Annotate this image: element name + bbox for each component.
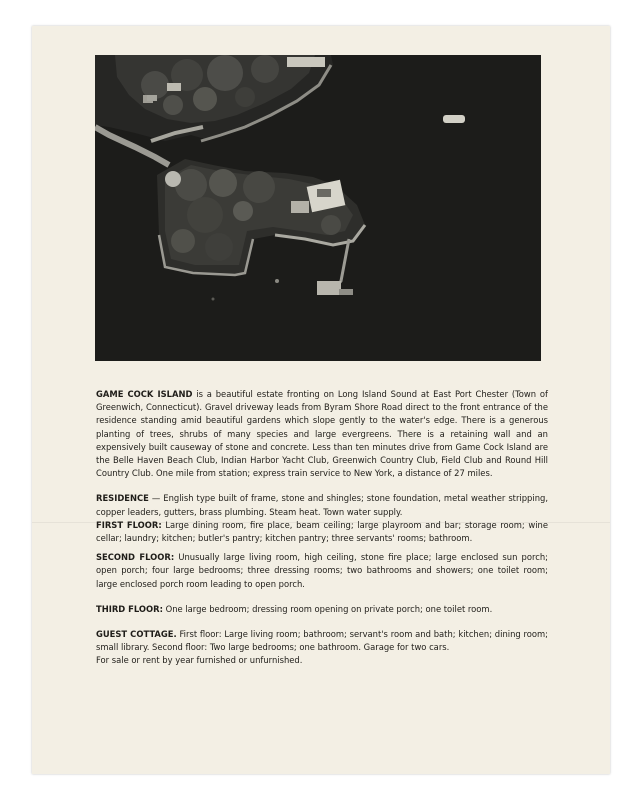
residence-heading: RESIDENCE	[96, 493, 149, 504]
second-floor-paragraph	[96, 551, 548, 591]
description-text	[96, 388, 548, 668]
guest-cottage-heading: GUEST COTTAGE.	[96, 629, 177, 640]
closing-line: For sale or rent by year furnished or unfurnished.	[96, 655, 303, 666]
second-floor-heading: SECOND FLOOR:	[96, 552, 175, 563]
estate-name: GAME COCK ISLAND	[96, 389, 193, 399]
third-floor-text: One large bedroom; dressing room opening on private porch; one toilet room.	[162, 603, 493, 614]
guest-cottage-paragraph	[96, 628, 548, 654]
aerial-photo-illustration	[95, 55, 541, 361]
third-floor-heading: THIRD FLOOR:	[96, 603, 163, 614]
third-floor-paragraph	[96, 603, 548, 616]
first-floor-paragraph	[96, 519, 548, 545]
first-floor-heading: FIRST FLOOR:	[96, 519, 162, 530]
intro-text: is a beautiful estate fronting on Long Island Sound at East Port Chester (Town of Greenwich, Connecticut). Gravel driveway leads from Byram Shore Road direct to the front entrance of the residence standing amid beautiful gardens which slope gently to the water's edge. There is a generous planting of trees, shrubs of many species and large evergreens. There is a retaining wall and an expensively built causeway of stone and concrete. Less than ten minutes drive from Game Cock Island are the Belle Haven Beach Club, Indian Harbor Yacht Club, Greenwich Country Club, Field Club and Round Hill Country Club. One mile from station; express train service to New York, a distance of 27 miles.	[96, 389, 548, 479]
residence-paragraph	[96, 492, 548, 518]
first-floor-text: Large dining room, fire place, beam ceiling; large playroom and bar; storage room; wine cellar; laundry; kitchen; butler's pantry; kitchen pantry; three servants' rooms; bathroom.	[96, 519, 548, 544]
residence-text: — English type built of frame, stone and shingles; stone foundation, metal weather stripping, copper leaders, gutters, brass plumbing. Steam heat. Town water supply.	[96, 493, 548, 517]
guest-cottage-text: First floor: Large living room; bathroom; servant's room and bath; kitchen; dining room; small library. Second floor: Two large bedrooms; one bathroom. Garage for two cars.	[96, 629, 548, 653]
aerial-photo	[95, 55, 541, 361]
second-floor-text: Unusually large living room, high ceiling, stone fire place; large enclosed sun porch; open porch; four large bedrooms; three dressing rooms; two bathrooms and showers; one toilet room; large enclosed porch room leading to open porch.	[96, 552, 548, 589]
intro-paragraph	[96, 388, 548, 480]
